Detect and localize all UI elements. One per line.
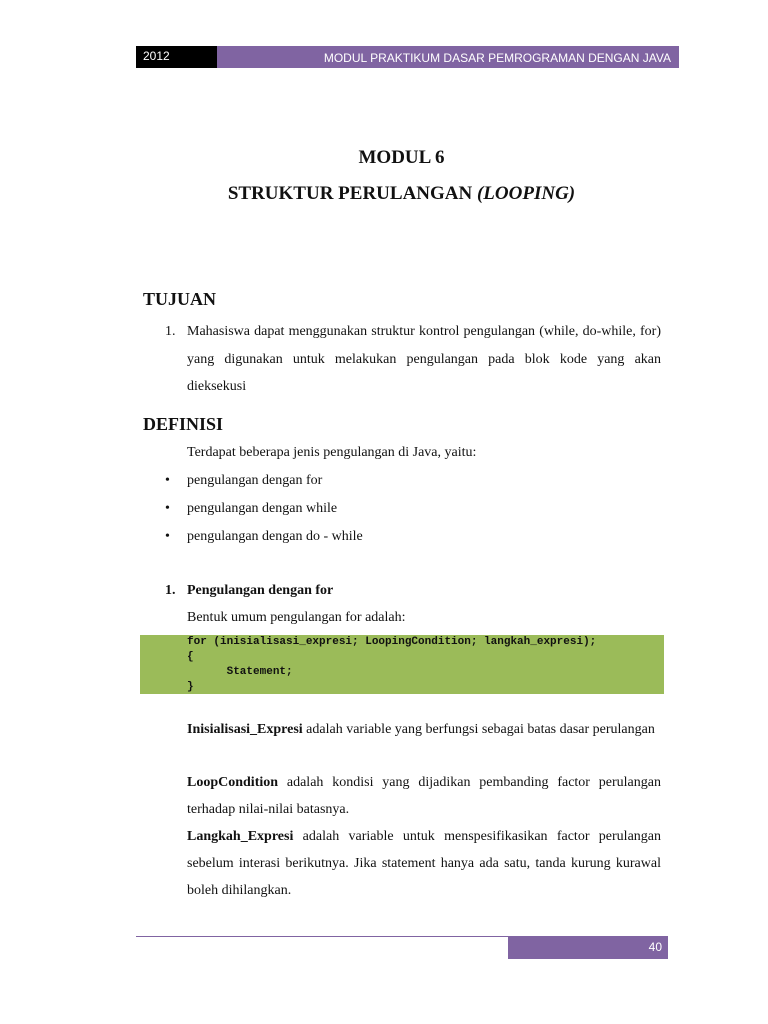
code-line: } [187,681,194,693]
definition-desc: adalah kondisi yang dijadikan pembanding factor perulangan terhadap nilai-nilai batasnya. [187,775,661,817]
code-line: for (inisialisasi_expresi; LoopingCondition; langkah_expresi); [187,636,597,648]
definition-desc: adalah variable yang berfungsi sebagai batas dasar perulangan [302,722,655,737]
bullet-icon: • [165,473,170,488]
header-year: 2012 [136,46,217,68]
definition-paragraph [187,716,661,743]
for-form-intro: Bentuk umum pengulangan for adalah: [187,610,406,625]
for-section-title: Pengulangan dengan for [187,583,334,598]
bullet-text: pengulangan dengan do - while [187,529,363,544]
module-number: MODUL 6 [358,147,445,168]
bullet-icon: • [165,501,170,516]
header-title: MODUL PRAKTIKUM DASAR PEMROGRAMAN DENGAN JAVA [217,46,679,68]
definition-term: Inisialisasi_Expresi [187,722,303,737]
definition-paragraph [187,823,661,904]
code-block [140,635,664,694]
tujuan-item-number: 1. [165,324,176,339]
code-line: Statement; [187,666,293,678]
code-line: { [187,651,194,663]
bullet-icon: • [165,529,170,544]
page-header [136,46,679,68]
for-section-number: 1. [165,583,176,598]
tujuan-item [165,318,661,401]
definisi-heading: DEFINISI [143,414,224,434]
module-title-italic: (LOOPING) [476,183,576,204]
bullet-text: pengulangan dengan for [187,473,323,488]
definisi-intro: Terdapat beberapa jenis pengulangan di Java, yaitu: [187,445,477,460]
definition-term: Langkah_Expresi [187,829,294,844]
definition-desc: adalah variable untuk menspesifikasikan factor perulangan sebelum interasi berikutnya. Jika statement hanya ada satu, tanda kurung kurawal boleh dihilangkan. [187,829,661,898]
definition-paragraph [187,769,661,823]
tujuan-item-text: Mahasiswa dapat menggunakan struktur kontrol pengulangan (while, do-while, for) yang digunakan untuk melakukan pengulangan pada blok kode yang akan dieksekusi [187,324,661,394]
module-title-text: STRUKTUR PERULANGAN [227,183,473,204]
page-number: 40 [508,936,668,959]
definition-term: LoopCondition [187,775,279,790]
module-title [0,183,768,205]
footer-divider [136,936,508,937]
bullet-text: pengulangan dengan while [187,501,338,516]
tujuan-heading: TUJUAN [143,289,217,309]
